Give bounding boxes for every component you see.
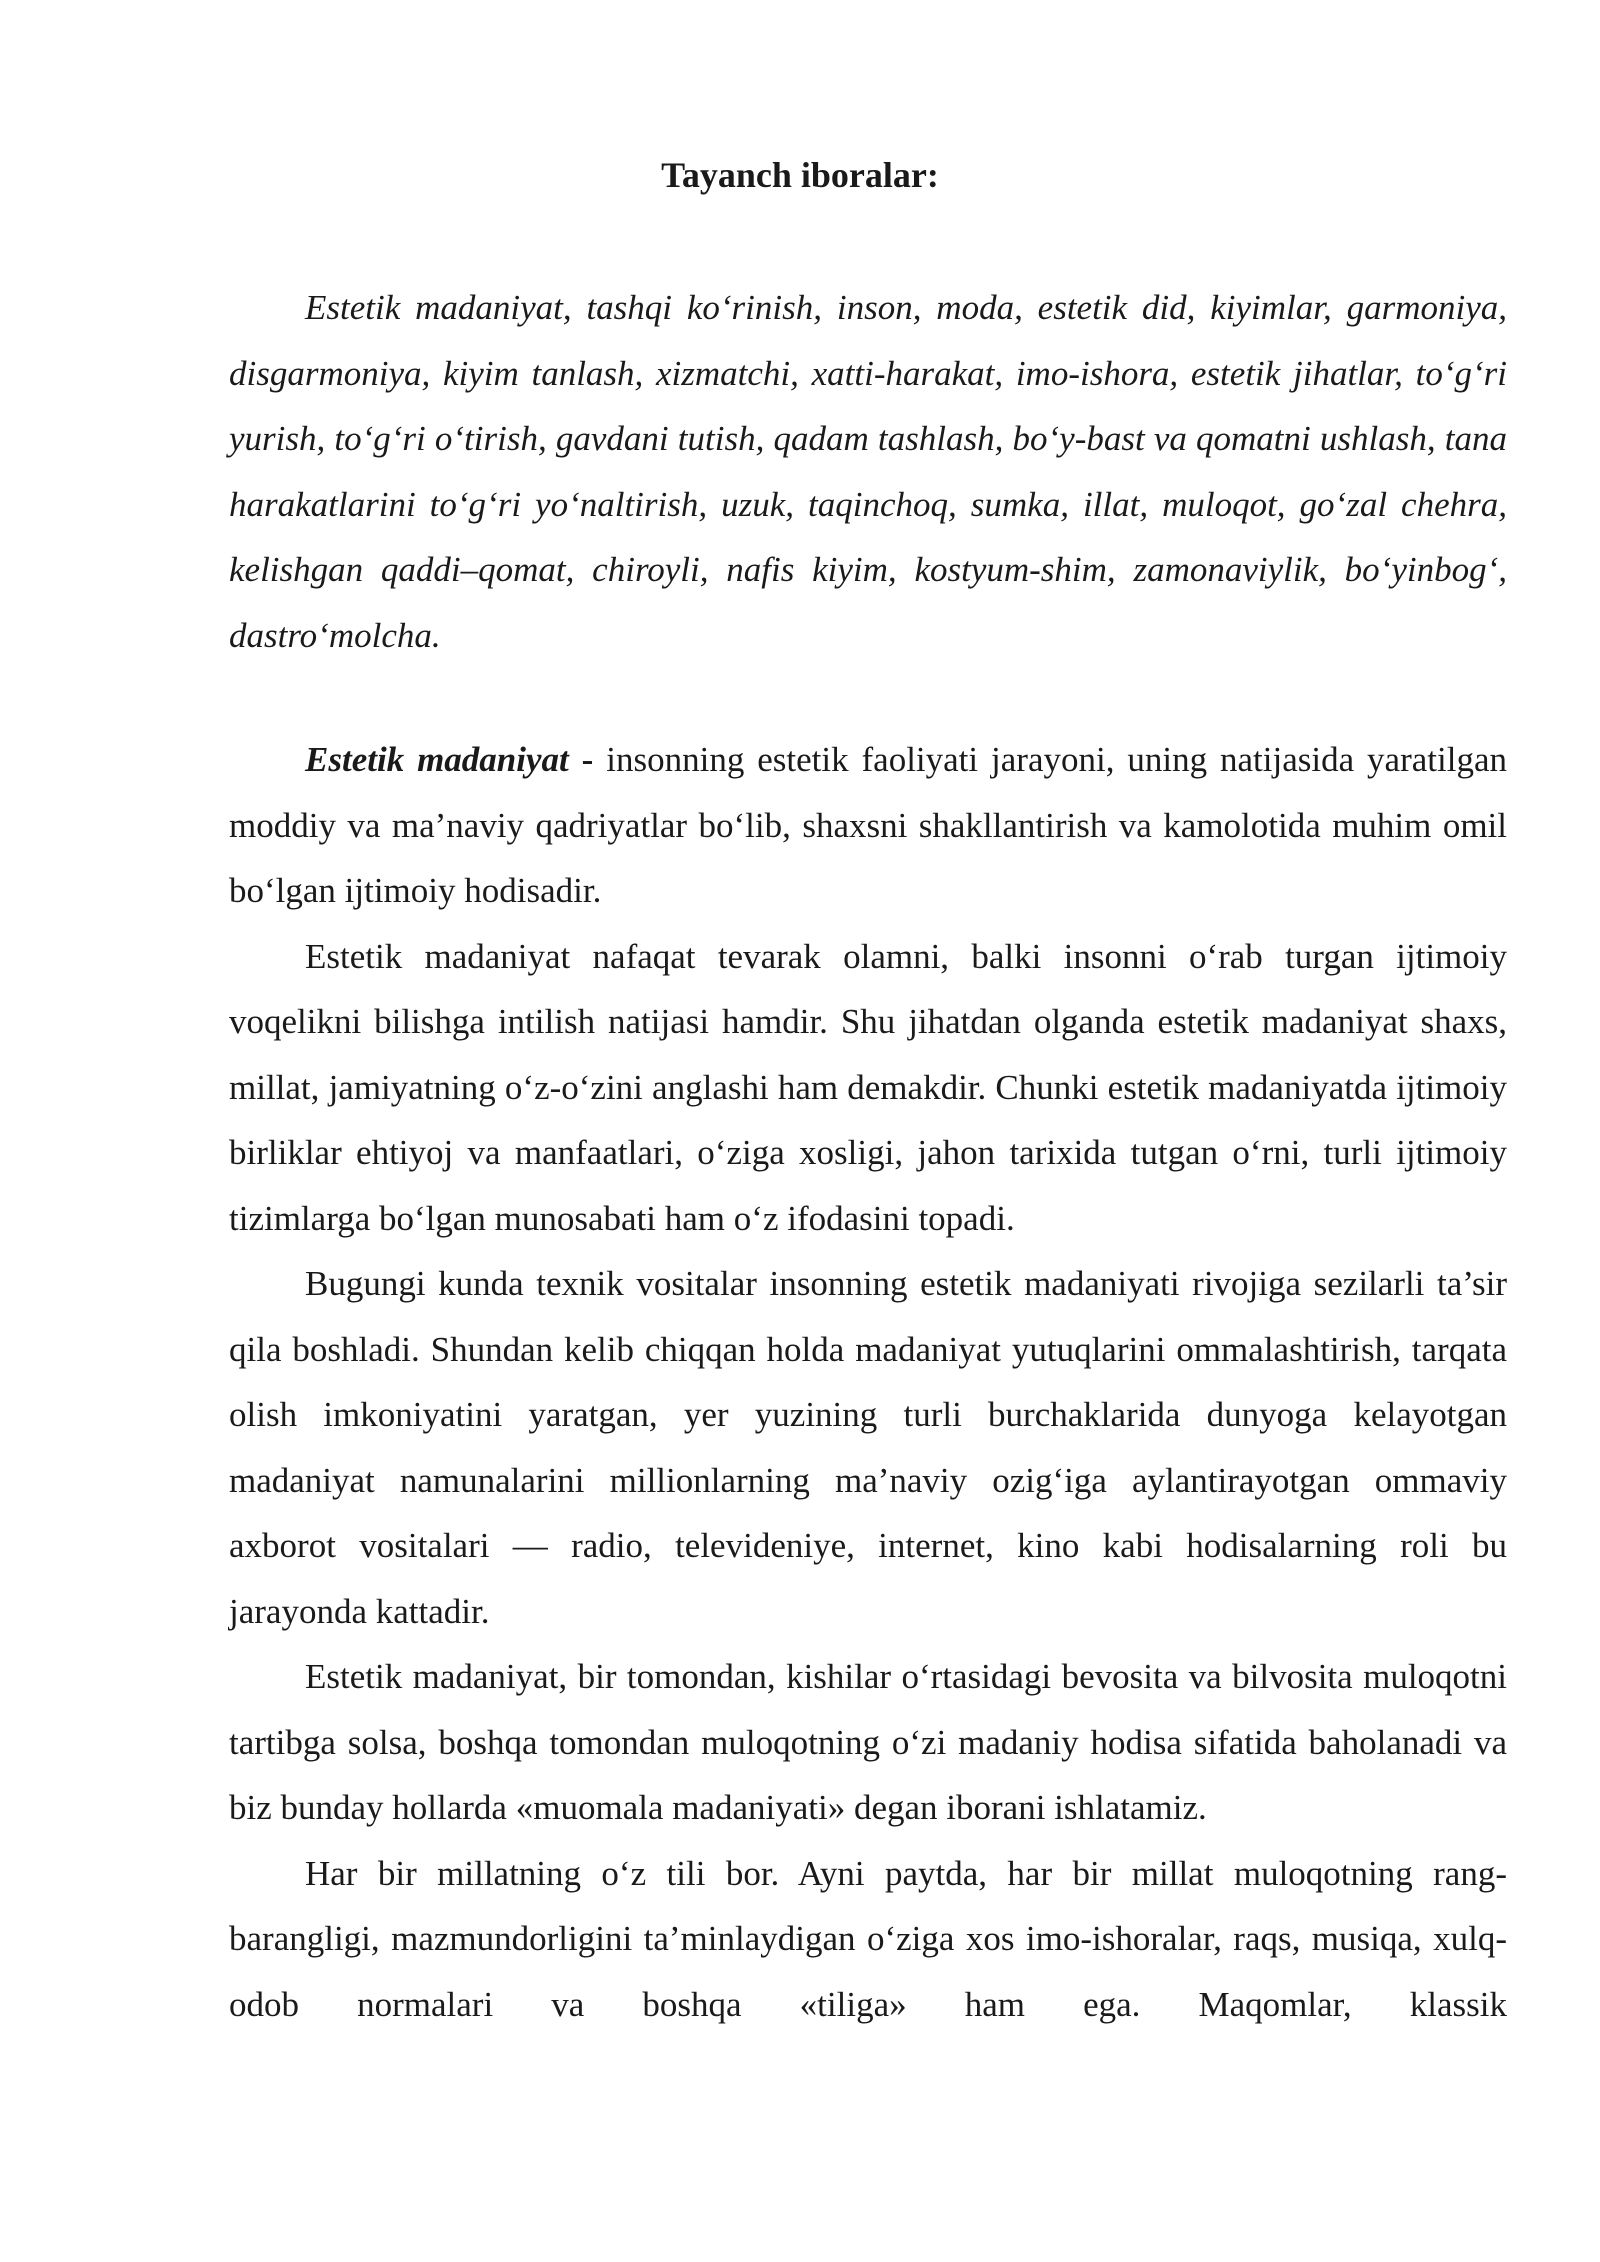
paragraph-3: Estetik madaniyat, bir tomondan, kishilar o‘rtasidagi bevosita va bilvosita muloqotni tartibga solsa, boshqa tomondan muloqotning o‘zi madaniy hodisa sifatida baholanadi va biz bunday hollarda «muomala madaniyati» degan iborani ishlatamiz. bbox=[229, 1657, 1507, 1827]
paragraph-1: Estetik madaniyat nafaqat tevarak olamni, balki insonni o‘rab turgan ijtimoiy voqelikni bilishga intilish natijasi hamdir. Shu jihatdan olganda estetik madaniyat shaxs, millat, jamiyatning o‘z-o‘zini anglashi ham demakdir. Chunki estetik madaniyatda ijtimoiy birliklar ehtiyoj va manfaatlari, o‘ziga xosligi, jahon tarixida tutgan o‘rni, turli ijtimoiy tizimlarga bo‘lgan munosabati ham o‘z ifodasini topadi. bbox=[229, 936, 1507, 1238]
paragraph-2: Bugungi kunda texnik vositalar insonning estetik madaniyati rivojiga sezilarli ta’sir qila boshladi. Shundan kelib chiqqan holda madaniyat yutuqlarini ommalashtirish, tarqata olish imkoniyatini yaratgan, yer yuzining turli burchaklarida dunyoga kelayotgan madaniyat namunalarini millionlarning ma’naviy ozig‘iga aylantirayotgan ommaviy axborot vositalari — radio, televideniye, internet, kino kabi hodisalarning roli bu jarayonda kattadir. bbox=[229, 1264, 1507, 1631]
body-text bbox=[229, 727, 1507, 2037]
definition-paragraph bbox=[229, 727, 1507, 924]
keywords-text: Estetik madaniyat, tashqi ko‘rinish, inson, moda, estetik did, kiyimlar, garmoniya, disgarmoniya, kiyim tanlash, xizmatchi, xatti-harakat, imo-ishora, estetik jihatlar, to‘g‘ri yurish, to‘g‘ri o‘tirish, gavdani tutish, qadam tashlash, bo‘y-bast va qomatni ushlash, tana harakatlarini to‘g‘ri yo‘naltirish, uzuk, taqinchoq, sumka, illat, muloqot, go‘zal chehra, kelishgan qaddi–qomat, chiroyli, nafis kiyim, kostyum-shim, zamonaviylik, bo‘yinbog‘, dastro‘molcha. bbox=[229, 288, 1507, 655]
keywords-block bbox=[229, 275, 1507, 668]
definition-term: Estetik madaniyat bbox=[305, 740, 569, 779]
definition-text: insonning estetik faoliyati jarayoni, uning natijasida yaratilgan moddiy va ma’naviy qadriyatlar bo‘lib, shaxsni shakllantirish va kamolotida muhim omil bo‘lgan ijtimoiy hodisadir. bbox=[229, 740, 1507, 910]
definition-dash: - bbox=[568, 740, 607, 779]
paragraph-4: Har bir millatning o‘z tili bor. Ayni paytda, har bir millat muloqotning rang-barangligi, mazmundorligini ta’minlaydigan o‘ziga xos imo-ishoralar, raqs, musiqa, xulq-odob normalari va boshqa «tiliga» ham ega. Maqomlar, klassik bbox=[229, 1853, 1507, 2024]
section-title: Tayanch iboralar: bbox=[661, 155, 939, 195]
